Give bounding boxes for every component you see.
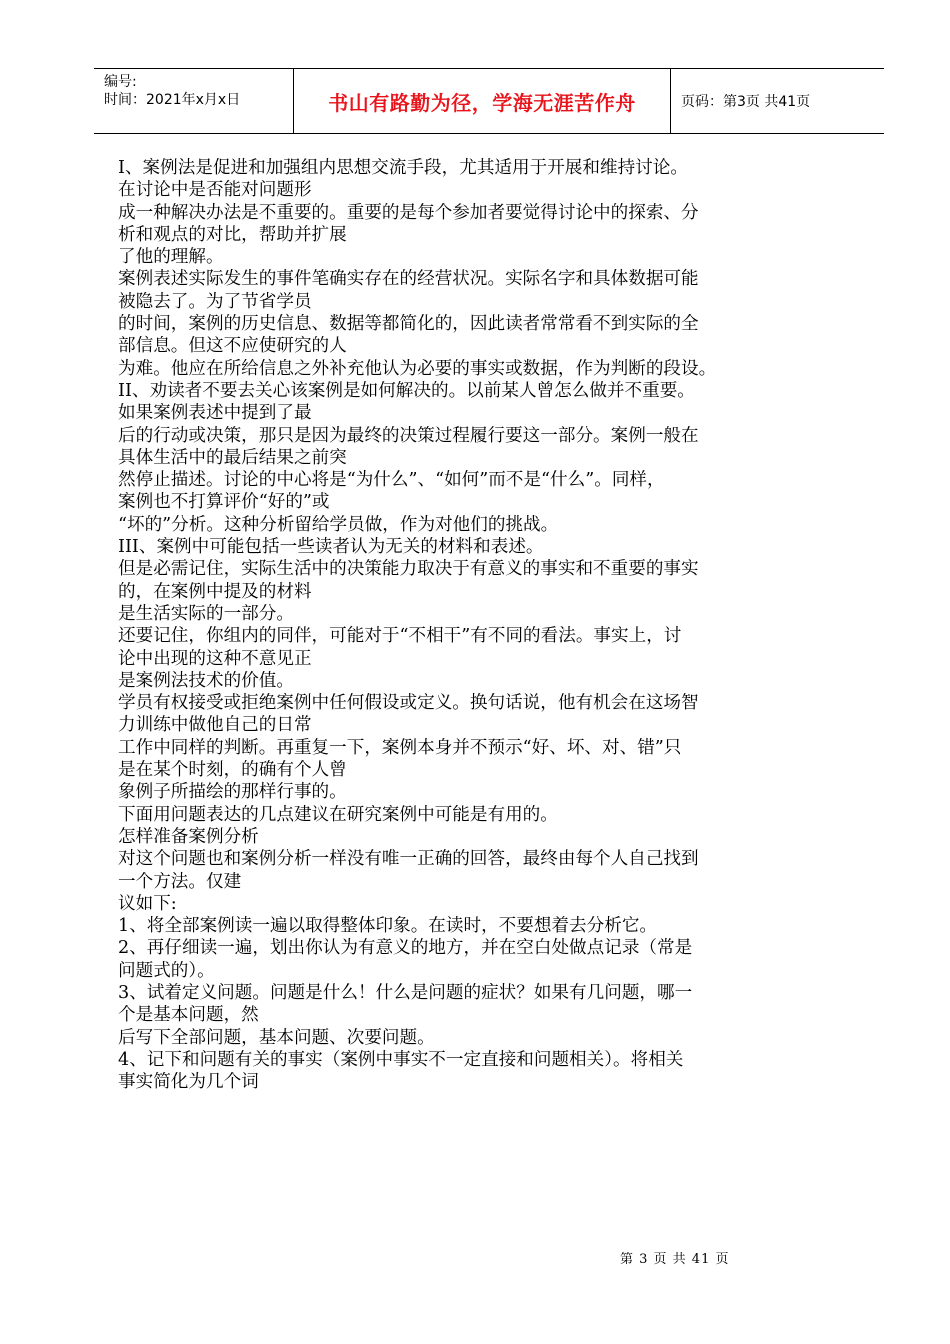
body-line: 成一种解决办法是不重要的。重要的是每个参加者要觉得讨论中的探索、分 [118, 202, 699, 223]
body-line: 议如下: [118, 893, 177, 914]
body-line: 一个方法。仅建 [118, 871, 242, 892]
header-meta [94, 69, 294, 133]
body-line: 后的行动或决策，那只是因为最终的决策过程履行要这一部分。案例一般在 [118, 425, 699, 446]
serial-label: 编号: [104, 74, 137, 90]
header-page-info: 页码：第3页 共41页 [681, 94, 811, 110]
body-line: 被隐去了。为了节省学员 [118, 291, 312, 312]
body-line: 还要记住，你组内的同伴，可能对于“不相干”有不同的看法。事实上，讨 [118, 626, 682, 647]
body-line: 是案例法技术的价值。 [118, 670, 294, 691]
body-line: 部信息。但这不应使研究的人 [118, 336, 347, 357]
body-line: 力训练中做他自己的日常 [118, 715, 312, 736]
body-line: 怎样准备案例分析 [118, 826, 259, 847]
body-line: 然停止描述。讨论的中心将是“为什么”、“如何”而不是“什么”。同样， [118, 470, 665, 491]
document-body [118, 157, 863, 1093]
body-line: 事实简化为几个词 [118, 1072, 259, 1093]
body-line: 3、试着定义问题。问题是什么！什么是问题的症状？如果有几问题，哪一 [118, 982, 693, 1003]
body-line: 论中出现的这种不意见正 [118, 648, 312, 669]
body-line: 是生活实际的一部分。 [118, 603, 294, 624]
body-line: 后写下全部问题，基本问题、次要问题。 [118, 1027, 435, 1048]
body-line: 个是基本问题，然 [118, 1005, 259, 1026]
body-line: 析和观点的对比，帮助并扩展 [118, 224, 347, 245]
body-line: III、案例中可能包括一些读者认为无关的材料和表述。 [118, 537, 544, 558]
body-line: I、案例法是促进和加强组内思想交流手段，尤其适用于开展和维持讨论。 [118, 158, 688, 178]
body-line: 工作中同样的判断。再重复一下，案例本身并不预示“好、坏、对、错”只 [118, 737, 682, 758]
body-line: 2、再仔细读一遍，划出你认为有意义的地方，并在空白处做点记录（常是 [118, 938, 693, 959]
body-line: “坏的”分析。这种分析留给学员做，作为对他们的挑战。 [118, 514, 559, 535]
body-line: 案例也不打算评价“好的”或 [118, 492, 330, 513]
document-header [94, 68, 884, 134]
body-line: 学员有权接受或拒绝案例中任何假设或定义。换句话说，他有机会在这场智 [118, 693, 699, 714]
body-line: 如果案例表述中提到了最 [118, 403, 312, 424]
header-motto: 书山有路勤为径，学海无涯苦作舟 [294, 69, 671, 133]
body-line: 1、将全部案例读一遍以取得整体印象。在读时，不要想着去分析它。 [118, 916, 658, 937]
page-footer: 第 3 页 共 41 页 [620, 1252, 730, 1267]
body-line: 问题式的）。 [118, 960, 215, 981]
time-label: 时间：2021年x月x日 [104, 92, 241, 108]
body-line: 是在某个时刻，的确有个人曾 [118, 760, 347, 781]
body-line: II、劝读者不要去关心该案例是如何解决的。以前某人曾怎么做并不重要。 [118, 380, 695, 401]
body-line: 的，在案例中提及的材料 [118, 581, 312, 602]
body-line: 的时间，案例的历史信息、数据等都简化的，因此读者常常看不到实际的全 [118, 314, 699, 335]
body-line: 4、记下和问题有关的事实（案例中事实不一定直接和问题相关）。将相关 [118, 1049, 684, 1070]
body-line: 下面用问题表达的几点建议在研究案例中可能是有用的。 [118, 804, 558, 825]
body-line: 在讨论中是否能对问题形 [118, 180, 312, 201]
body-line: 了他的理解。 [118, 247, 224, 268]
body-line: 象例子所描绘的那样行事的。 [118, 782, 347, 803]
body-line: 对这个问题也和案例分析一样没有唯一正确的回答，最终由每个人自己找到 [118, 849, 699, 870]
body-line: 但是必需记住，实际生活中的决策能力取决于有意义的事实和不重要的事实 [118, 559, 699, 580]
body-line: 案例表述实际发生的事件笔确实存在的经营状况。实际名字和具体数据可能 [118, 269, 699, 290]
body-line: 为难。他应在所给信息之外补充他认为必要的事实或数据，作为判断的段设。 [118, 358, 717, 379]
body-line: 具体生活中的最后结果之前突 [118, 447, 347, 468]
